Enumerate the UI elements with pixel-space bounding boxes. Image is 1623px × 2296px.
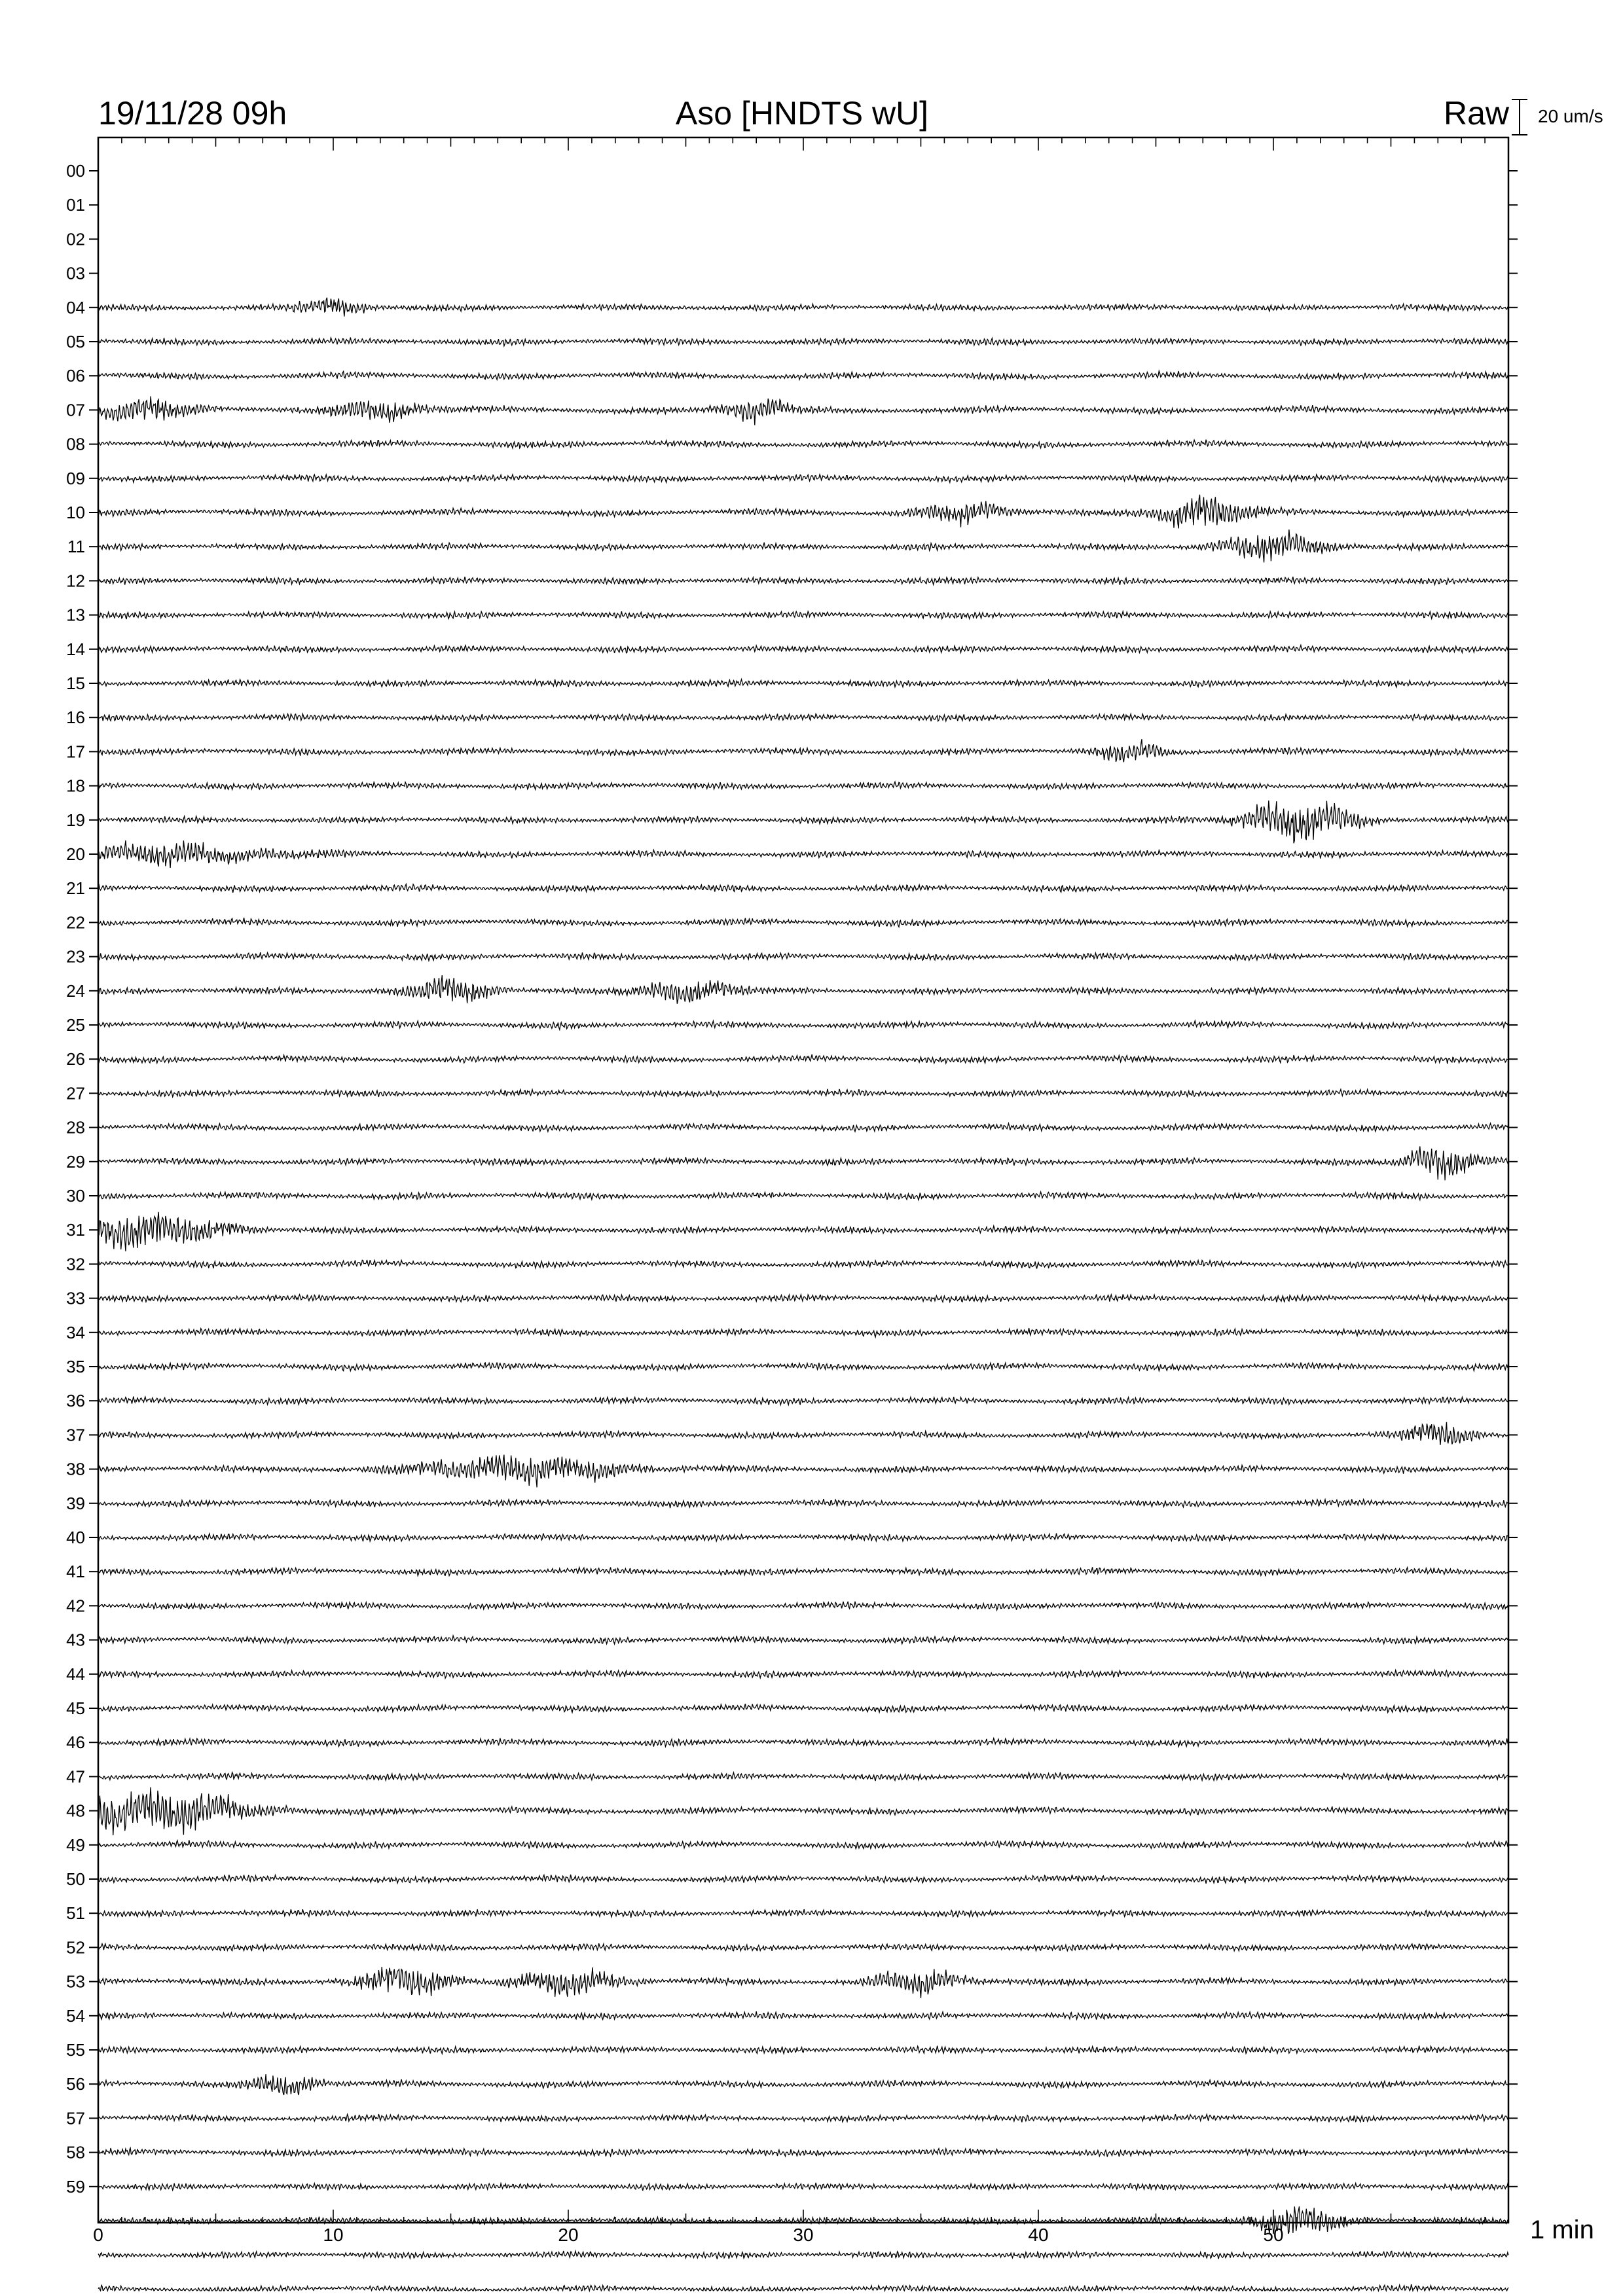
row-label: 34 [66, 1322, 85, 1342]
trace-row-15 [98, 679, 1508, 687]
trace-row-62 [98, 2284, 1508, 2291]
row-label: 51 [66, 1903, 85, 1924]
trace-row-6 [98, 371, 1508, 380]
row-label: 32 [66, 1254, 85, 1274]
row-label: 39 [66, 1493, 85, 1513]
trace-row-58 [98, 2148, 1508, 2157]
trace-row-35 [98, 1363, 1508, 1371]
trace-row-41 [98, 1567, 1508, 1576]
trace-row-59 [98, 2183, 1508, 2191]
plot-frame [98, 137, 1508, 2223]
trace-row-49 [98, 1840, 1508, 1849]
trace-row-7 [98, 396, 1508, 425]
trace-row-55 [98, 2046, 1508, 2054]
trace-row-50 [98, 1874, 1508, 1884]
mode-label: Raw [1443, 95, 1509, 132]
row-label: 07 [66, 400, 85, 420]
trace-row-13 [98, 611, 1508, 619]
trace-row-30 [98, 1192, 1508, 1200]
row-label: 08 [66, 434, 85, 454]
trace-row-46 [98, 1738, 1508, 1746]
row-label: 22 [66, 912, 85, 933]
row-label: 18 [66, 776, 85, 796]
row-label: 36 [66, 1391, 85, 1411]
row-label: 29 [66, 1151, 85, 1172]
x-tick-label: 0 [93, 2225, 103, 2245]
trace-row-34 [98, 1328, 1508, 1337]
trace-row-33 [98, 1295, 1508, 1302]
row-label: 30 [66, 1186, 85, 1206]
trace-row-32 [98, 1260, 1508, 1268]
row-label: 47 [66, 1767, 85, 1787]
row-label: 43 [66, 1630, 85, 1650]
trace-row-54 [98, 2011, 1508, 2020]
trace-row-12 [98, 577, 1508, 585]
station-title: Aso [HNDTS wU] [675, 95, 929, 132]
row-label: 14 [66, 639, 85, 659]
trace-row-42 [98, 1602, 1508, 1610]
trace-row-4 [98, 298, 1508, 317]
x-tick-label: 20 [558, 2225, 579, 2245]
row-label: 27 [66, 1083, 85, 1103]
trace-row-16 [98, 714, 1508, 722]
row-label: 02 [66, 229, 85, 249]
row-label: 06 [66, 366, 85, 386]
row-label: 54 [66, 2005, 85, 2026]
row-label: 35 [66, 1357, 85, 1376]
row-label: 50 [66, 1869, 85, 1889]
row-label: 04 [66, 297, 85, 317]
row-label: 24 [66, 980, 85, 1001]
trace-row-11 [98, 529, 1508, 562]
row-label: 37 [66, 1425, 85, 1445]
row-label: 59 [66, 2176, 85, 2197]
amplitude-scale-bar [1512, 99, 1527, 135]
row-label: 13 [66, 605, 85, 625]
row-label: 52 [66, 1937, 85, 1958]
row-label: 05 [66, 332, 85, 351]
row-label: 12 [66, 571, 85, 591]
trace-row-28 [98, 1123, 1508, 1132]
row-label: 01 [66, 195, 85, 215]
trace-row-37 [98, 1422, 1508, 1445]
trace-row-51 [98, 1909, 1508, 1918]
row-label: 17 [66, 742, 85, 762]
row-label: 33 [66, 1288, 85, 1308]
x-tick-label: 40 [1028, 2225, 1049, 2245]
row-label: 55 [66, 2040, 85, 2060]
trace-row-25 [98, 1021, 1508, 1030]
row-label: 23 [66, 946, 85, 967]
row-label: 00 [66, 161, 85, 181]
trace-row-19 [98, 800, 1508, 843]
trace-row-47 [98, 1772, 1508, 1781]
trace-row-5 [98, 338, 1508, 346]
trace-row-27 [98, 1089, 1508, 1097]
trace-row-53 [98, 1967, 1508, 1998]
trace-row-45 [98, 1704, 1508, 1712]
trace-row-40 [98, 1534, 1508, 1541]
trace-row-61 [98, 2251, 1508, 2259]
row-label: 20 [66, 844, 85, 864]
row-label: 46 [66, 1732, 85, 1753]
datetime-label: 19/11/28 09h [98, 95, 287, 132]
row-label: 16 [66, 708, 85, 728]
trace-row-26 [98, 1054, 1508, 1064]
row-label: 11 [67, 537, 85, 557]
row-label: 09 [66, 468, 85, 488]
trace-row-9 [98, 475, 1508, 482]
row-label: 57 [66, 2108, 85, 2128]
row-label: 53 [66, 1971, 85, 1992]
trace-row-24 [98, 975, 1508, 1004]
trace-row-20 [98, 840, 1508, 868]
trace-row-56 [98, 2074, 1508, 2095]
row-label: 10 [66, 503, 85, 522]
row-label: 03 [66, 263, 85, 283]
trace-row-29 [98, 1146, 1508, 1180]
trace-row-36 [98, 1397, 1508, 1405]
x-tick-label: 10 [323, 2225, 344, 2245]
row-label: 21 [66, 878, 85, 899]
row-label: 48 [66, 1801, 85, 1821]
row-label: 31 [66, 1220, 85, 1240]
row-label: 42 [66, 1596, 85, 1616]
row-label: 19 [66, 810, 85, 830]
trace-row-31 [98, 1212, 1508, 1251]
row-label: 38 [66, 1459, 85, 1479]
row-label: 26 [66, 1049, 85, 1069]
trace-row-23 [98, 952, 1508, 961]
row-label: 44 [66, 1664, 85, 1684]
row-label: 25 [66, 1015, 85, 1035]
row-label: 58 [66, 2142, 85, 2162]
x-tick-label: 50 [1263, 2225, 1284, 2245]
time-unit-label: 1 min [1530, 2215, 1594, 2244]
trace-row-8 [98, 440, 1508, 448]
row-label: 28 [66, 1117, 85, 1138]
row-label: 56 [66, 2074, 85, 2094]
trace-row-10 [98, 495, 1508, 529]
trace-row-17 [98, 739, 1508, 762]
row-label: 45 [66, 1698, 85, 1718]
x-tick-label: 30 [793, 2225, 814, 2245]
trace-row-43 [98, 1636, 1508, 1644]
row-label: 41 [66, 1562, 85, 1582]
trace-row-38 [98, 1455, 1508, 1488]
trace-row-44 [98, 1670, 1508, 1678]
scale-label: 20 um/s [1538, 106, 1603, 126]
trace-row-18 [98, 782, 1508, 790]
row-label: 49 [66, 1835, 85, 1855]
trace-row-52 [98, 1943, 1508, 1951]
row-label: 15 [66, 673, 85, 693]
trace-row-22 [98, 918, 1508, 927]
row-label: 40 [66, 1528, 85, 1547]
trace-row-39 [98, 1499, 1508, 1508]
trace-row-14 [98, 645, 1508, 653]
trace-row-48 [98, 1787, 1508, 1836]
trace-row-57 [98, 2114, 1508, 2123]
trace-row-21 [98, 884, 1508, 893]
